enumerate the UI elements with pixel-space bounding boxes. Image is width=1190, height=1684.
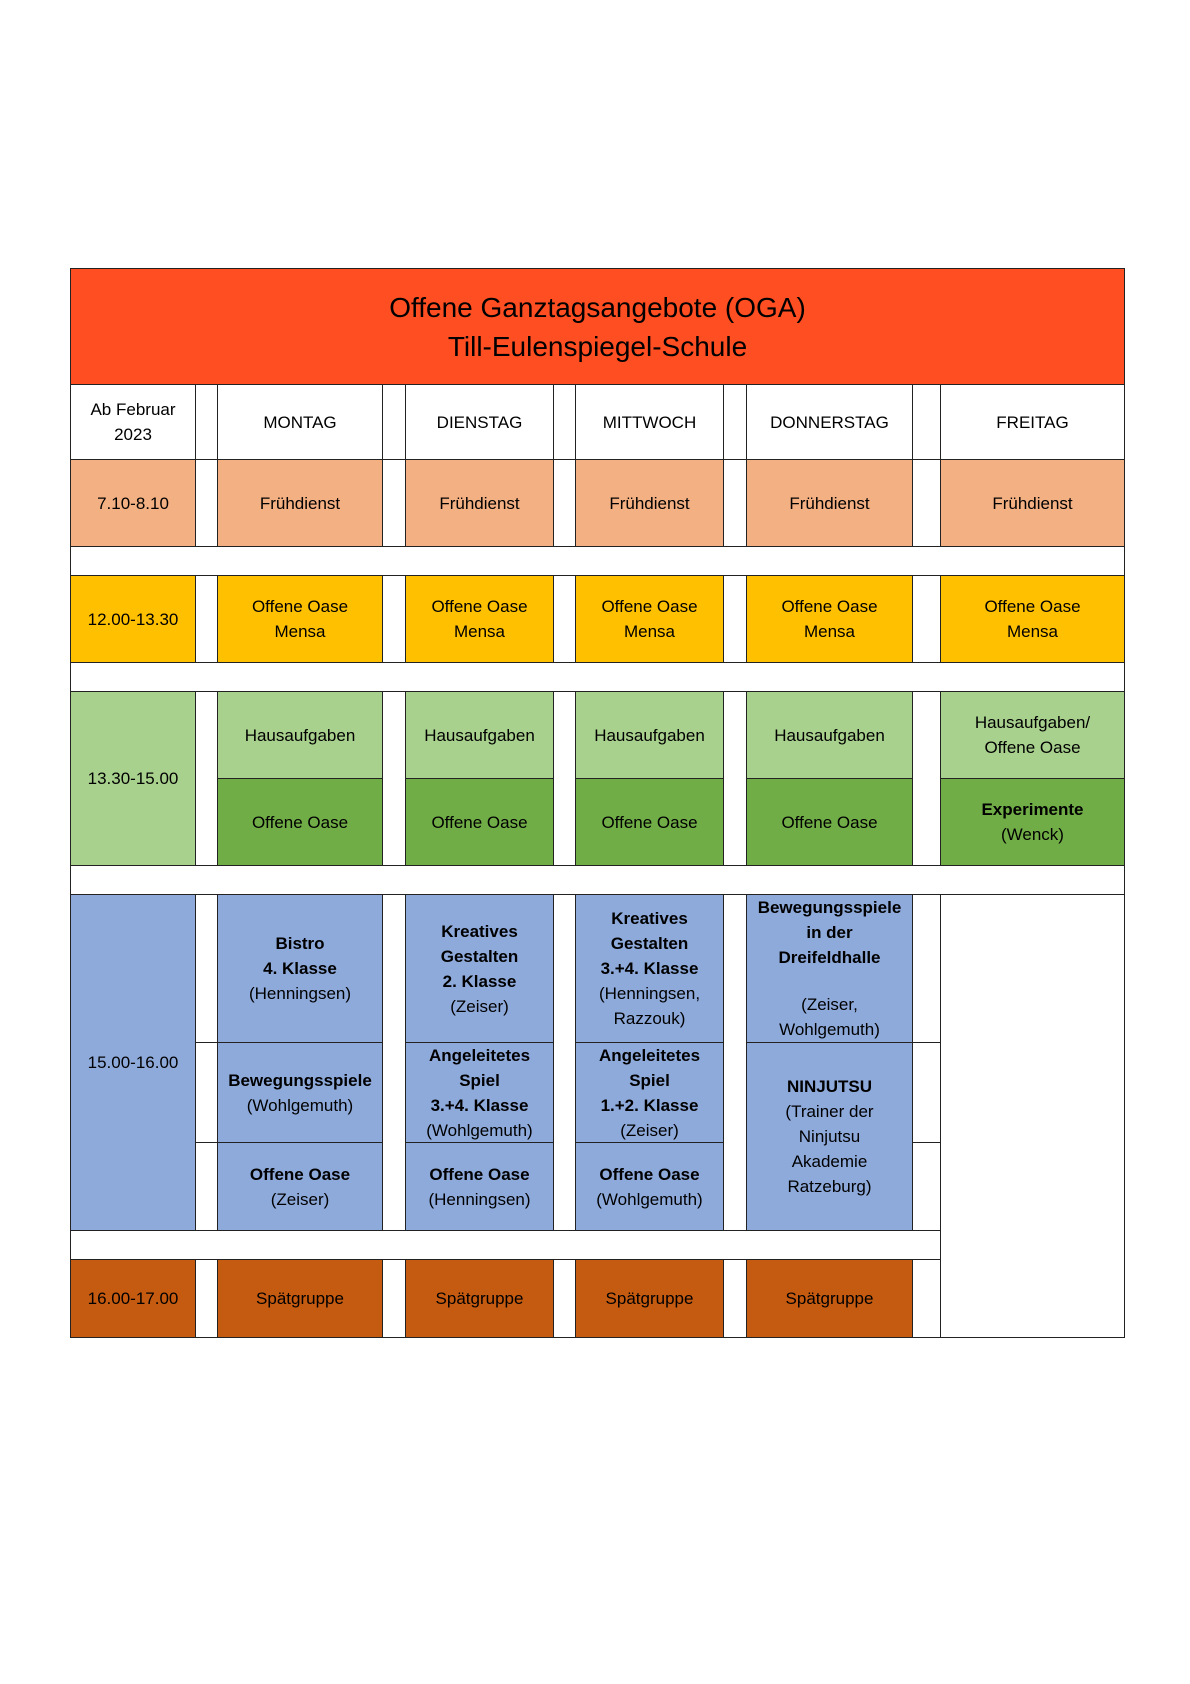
- teacher-label: Wohlgemuth): [779, 1020, 880, 1039]
- spacer-cell: [195, 384, 218, 460]
- time-afternoon: [70, 894, 196, 1231]
- activity-title: Gestalten: [610, 934, 689, 953]
- spacer-cell: [912, 575, 941, 663]
- activity-title: Kreatives: [441, 921, 518, 941]
- teacher-label: Ratzeburg): [787, 1177, 872, 1196]
- teacher-label: (Henningsen): [428, 1189, 531, 1209]
- activity-title: Experimente: [981, 800, 1084, 819]
- day-header-mittwoch: [575, 384, 724, 460]
- lunch-mittwoch: [575, 575, 724, 663]
- homework-freitag: [940, 691, 1125, 779]
- time-label: 16.00-17.00: [87, 1289, 179, 1308]
- lunch-montag: [217, 575, 383, 663]
- day-label: DONNERSTAG: [770, 412, 889, 432]
- spacer-cell: [723, 894, 747, 1231]
- spacer-cell: [195, 1142, 218, 1231]
- activity-label: Frühdienst: [259, 493, 341, 513]
- activity-title: Gestalten: [440, 946, 519, 966]
- spacer-cell: [723, 575, 747, 663]
- activity-title: NINJUTSU: [786, 1077, 872, 1096]
- teacher-label: (Zeiser): [450, 996, 509, 1016]
- bistro-montag: [217, 894, 383, 1043]
- day-header-montag: [217, 384, 383, 460]
- class-label: 1.+2. Klasse: [600, 1095, 699, 1115]
- angeleitetes-spiel-dienstag: [405, 1042, 554, 1143]
- activity-label: Spätgruppe: [435, 1289, 524, 1308]
- activity-title: in der: [806, 923, 853, 942]
- spacer-cell: [553, 1259, 576, 1338]
- lunch-freitag: [940, 575, 1125, 663]
- class-label: 2. Klasse: [442, 971, 517, 991]
- late-donnerstag: [746, 1259, 913, 1338]
- lunch-dienstag: [405, 575, 554, 663]
- angeleitetes-spiel-mittwoch: [575, 1042, 724, 1143]
- early-donnerstag: [746, 459, 913, 547]
- lunch-donnerstag: [746, 575, 913, 663]
- spacer-cell: [912, 384, 941, 460]
- activity-label: Offene Oase: [251, 812, 349, 832]
- teacher-label: (Henningsen): [248, 984, 352, 1003]
- teacher-label: (Wenck): [1001, 825, 1064, 844]
- activity-title: Angeleitetes: [598, 1045, 701, 1065]
- activity-label: Offene Oase: [984, 597, 1081, 616]
- teacher-label: (Wohlgemuth): [426, 1120, 533, 1140]
- spacer-cell: [195, 691, 218, 866]
- activity-title: Bewegungsspiele: [757, 898, 902, 917]
- title-line-1: Offene Ganztagsangebote (OGA): [389, 291, 806, 323]
- activity-label: Offene Oase: [781, 812, 878, 832]
- spacer-cell: [195, 575, 218, 663]
- activity-label: Frühdienst: [609, 493, 690, 513]
- homework-donnerstag: [746, 691, 913, 779]
- late-mittwoch: [575, 1259, 724, 1338]
- bewegungsspiele-montag: [217, 1042, 383, 1143]
- kreatives-gestalten-mittwoch: [575, 894, 724, 1043]
- location-label: Mensa: [803, 622, 856, 641]
- gap-row: [70, 662, 1125, 692]
- period-header: [70, 384, 196, 460]
- spacer-cell: [195, 1042, 218, 1143]
- activity-label: Offene Oase: [431, 597, 528, 616]
- bewegungsspiele-dreifeldhalle-donnerstag: [746, 894, 913, 1043]
- activity-label: Offene Oase: [984, 738, 1081, 757]
- activity-label: Offene Oase: [251, 597, 349, 616]
- teacher-label: (Zeiser): [620, 1120, 679, 1140]
- day-header-dienstag: [405, 384, 554, 460]
- activity-label: Offene Oase: [601, 812, 698, 832]
- teacher-label: (Zeiser,: [801, 995, 858, 1014]
- gap-row: [70, 1230, 941, 1260]
- spacer-cell: [382, 691, 406, 866]
- spacer-cell: [723, 384, 747, 460]
- freitag-empty-afternoon: [940, 894, 1125, 1338]
- location-label: Mensa: [453, 622, 506, 641]
- time-early: [70, 459, 196, 547]
- spacer-cell: [195, 1259, 218, 1338]
- spacer-cell: [382, 384, 406, 460]
- activity-title: Bistro: [275, 934, 325, 953]
- activity-title: Angeleitetes: [428, 1045, 531, 1065]
- activity-label: Offene Oase: [601, 597, 698, 616]
- spacer-cell: [553, 575, 576, 663]
- teacher-label: Akademie: [791, 1152, 868, 1171]
- activity-label: Hausaufgaben: [594, 725, 705, 745]
- early-mittwoch: [575, 459, 724, 547]
- spacer-cell: [723, 459, 747, 547]
- day-header-donnerstag: [746, 384, 913, 460]
- teacher-label: Ninjutsu: [798, 1127, 861, 1146]
- activity-title: Kreatives: [611, 909, 688, 928]
- period-line-2: 2023: [114, 425, 152, 444]
- teacher-label: (Henningsen,: [598, 984, 701, 1003]
- location-label: Mensa: [274, 622, 326, 641]
- spacer-cell: [553, 459, 576, 547]
- day-label: FREITAG: [996, 412, 1069, 432]
- spacer-cell: [723, 691, 747, 866]
- activity-label: Offene Oase: [431, 812, 528, 832]
- time-label: 15.00-16.00: [87, 1053, 179, 1072]
- day-label: MONTAG: [263, 412, 337, 432]
- spacer-cell: [912, 894, 941, 1043]
- day-header-freitag: [940, 384, 1125, 460]
- kreatives-gestalten-dienstag: [405, 894, 554, 1043]
- spacer-cell: [912, 691, 941, 866]
- activity-label: Spätgruppe: [605, 1289, 694, 1308]
- early-freitag: [940, 459, 1125, 547]
- activity-label: Spätgruppe: [785, 1289, 874, 1308]
- activity-label: Spätgruppe: [256, 1289, 344, 1308]
- activity-label: Frühdienst: [439, 493, 520, 513]
- teacher-label: (Wohlgemuth): [246, 1095, 354, 1115]
- activity-title: Spiel: [629, 1070, 670, 1090]
- teacher-label: (Trainer der: [785, 1102, 874, 1121]
- period-line-1: Ab Februar: [90, 400, 176, 419]
- spacer-cell: [723, 1259, 747, 1338]
- activity-label: Hausaufgaben: [244, 725, 356, 745]
- time-late: [70, 1259, 196, 1338]
- spacer-cell: [553, 894, 576, 1231]
- teacher-label: Razzouk): [613, 1009, 686, 1028]
- ninjutsu-donnerstag: [746, 1042, 913, 1231]
- activity-title: Offene Oase: [429, 1164, 530, 1184]
- time-label: 12.00-13.30: [87, 609, 179, 629]
- oase-donnerstag: [746, 778, 913, 866]
- activity-label: Frühdienst: [789, 493, 870, 513]
- spacer-cell: [195, 894, 218, 1043]
- experimente-freitag: [940, 778, 1125, 866]
- homework-montag: [217, 691, 383, 779]
- late-montag: [217, 1259, 383, 1338]
- spacer-cell: [382, 894, 406, 1231]
- activity-title: Offene Oase: [249, 1164, 351, 1184]
- activity-title: Dreifeldhalle: [778, 948, 881, 967]
- activity-title: Offene Oase: [599, 1164, 700, 1184]
- spacer-cell: [553, 384, 576, 460]
- class-label: 3.+4. Klasse: [430, 1095, 529, 1115]
- oase-afternoon-mittwoch: [575, 1142, 724, 1231]
- spacer-cell: [912, 459, 941, 547]
- homework-dienstag: [405, 691, 554, 779]
- activity-title: Spiel: [459, 1070, 500, 1090]
- activity-title: Bewegungsspiele: [228, 1070, 372, 1090]
- activity-label: Frühdienst: [992, 493, 1073, 513]
- activity-label: Hausaufgaben: [424, 725, 535, 745]
- spacer-cell: [382, 459, 406, 547]
- oase-afternoon-dienstag: [405, 1142, 554, 1231]
- early-dienstag: [405, 459, 554, 547]
- time-lunch: [70, 575, 196, 663]
- late-dienstag: [405, 1259, 554, 1338]
- time-homework: [70, 691, 196, 866]
- gap-row: [70, 546, 1125, 576]
- spacer-cell: [195, 459, 218, 547]
- day-label: DIENSTAG: [436, 412, 523, 432]
- activity-label: Offene Oase: [781, 597, 878, 616]
- table-title: [70, 268, 1125, 385]
- spacer-cell: [382, 1259, 406, 1338]
- oase-dienstag: [405, 778, 554, 866]
- class-label: 4. Klasse: [263, 959, 337, 978]
- class-label: 3.+4. Klasse: [600, 959, 699, 978]
- spacer-cell: [912, 1259, 941, 1338]
- location-label: Mensa: [1006, 622, 1059, 641]
- oase-mittwoch: [575, 778, 724, 866]
- location-label: Mensa: [623, 622, 676, 641]
- teacher-label: (Zeiser): [270, 1189, 330, 1209]
- activity-label: Hausaufgaben: [774, 725, 885, 745]
- oase-montag: [217, 778, 383, 866]
- early-montag: [217, 459, 383, 547]
- time-label: 13.30-15.00: [87, 769, 179, 788]
- day-label: MITTWOCH: [602, 412, 697, 432]
- teacher-label: (Wohlgemuth): [596, 1189, 703, 1209]
- spacer-cell: [912, 1142, 941, 1231]
- activity-label: Hausaufgaben/: [974, 713, 1091, 732]
- gap-row: [70, 865, 1125, 895]
- homework-mittwoch: [575, 691, 724, 779]
- time-label: 7.10-8.10: [97, 493, 169, 513]
- spacer-cell: [553, 691, 576, 866]
- spacer-cell: [382, 575, 406, 663]
- oase-afternoon-montag: [217, 1142, 383, 1231]
- title-line-2: Till-Eulenspiegel-Schule: [447, 330, 748, 362]
